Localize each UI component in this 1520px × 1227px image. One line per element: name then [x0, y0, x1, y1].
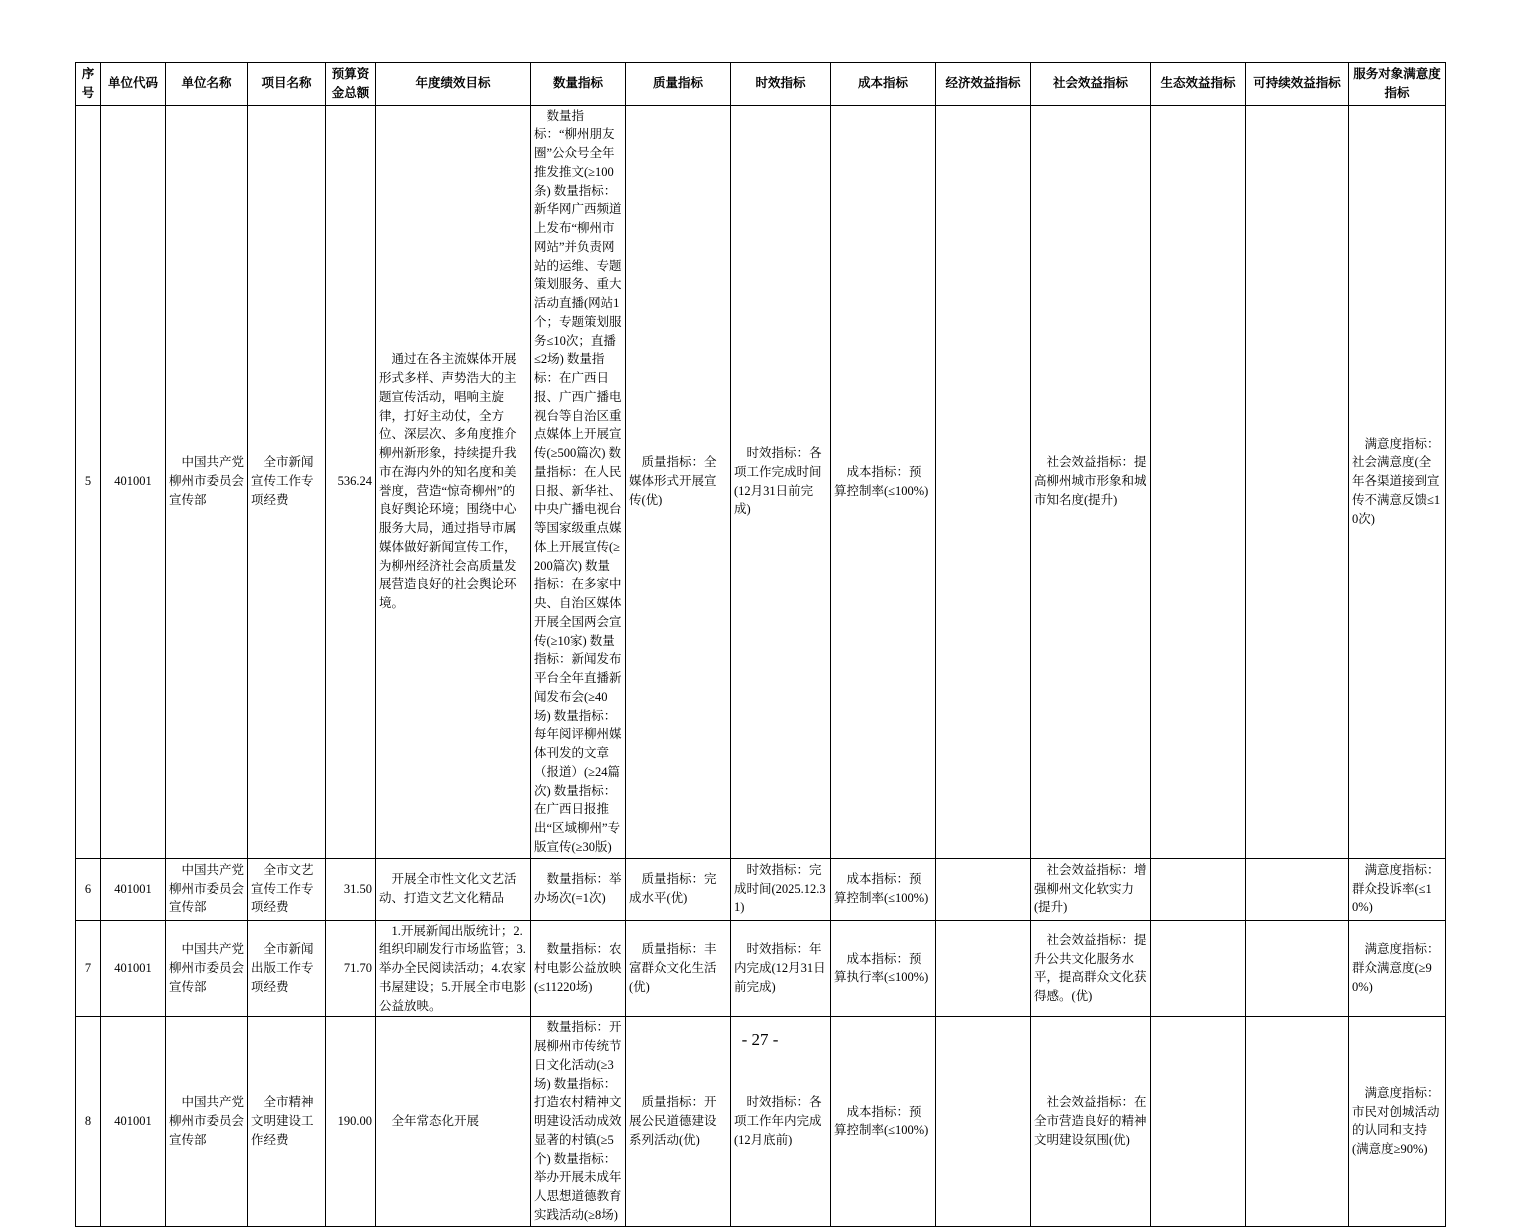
- col-header-sustainable: 可持续效益指标: [1246, 63, 1349, 106]
- cell-satisfaction: 满意度指标：群众满意度(≥90%): [1349, 920, 1446, 1017]
- cell-quality: 质量指标：完成水平(优): [626, 858, 731, 920]
- cell-cost: 成本指标：预算控制率(≤100%): [831, 858, 936, 920]
- col-header-quality: 质量指标: [626, 63, 731, 106]
- cell-timeliness: 时效指标：各项工作年内完成(12月底前): [731, 1017, 831, 1226]
- cell-satisfaction: 满意度指标：群众投诉率(≤10%): [1349, 858, 1446, 920]
- col-header-unit-code: 单位代码: [101, 63, 166, 106]
- cell-project-name: 全市文艺宣传工作专项经费: [248, 858, 326, 920]
- cell-unit-code: 401001: [101, 1017, 166, 1226]
- col-header-unit-name: 单位名称: [166, 63, 248, 106]
- cell-ecological: [1151, 858, 1246, 920]
- table-row: [76, 858, 1446, 920]
- cell-cost: 成本指标：预算控制率(≤100%): [831, 1017, 936, 1226]
- cell-quantity: 数量指标：“柳州朋友圈”公众号全年推发推文(≥100条) 数量指标：新华网广西频道上发布“柳州市网站”并负责网站的运维、专题策划服务、重大活动直播(网站1个；专题策划服务≤10次；直播≤2场) 数量指标：在广西日报、广西广播电视台等自治区重点媒体上开展宣传(≥500篇次) 数量指标：在人民日报、新华社、中央广播电视台等国家级重点媒体上开展宣传(≥200篇次) 数量指标：在多家中央、自治区媒体开展全国两会宣传(≥10家) 数量指标：新闻发布平台全年直播新闻发布会(≥40场) 数量指标：每年阅评柳州媒体刊发的文章（报道）(≥24篇次) 数量指标：在广西日报推出“区域柳州”专版宣传(≥30版): [531, 105, 626, 858]
- cell-satisfaction: 满意度指标：社会满意度(全年各渠道接到宣传不满意反馈≤10次): [1349, 105, 1446, 858]
- cell-economic: [936, 858, 1031, 920]
- cell-budget: 536.24: [326, 105, 376, 858]
- table-row: [76, 920, 1446, 1017]
- cell-project-name: 全市精神文明建设工作经费: [248, 1017, 326, 1226]
- cell-sustainable: [1246, 920, 1349, 1017]
- cell-budget: 31.50: [326, 858, 376, 920]
- cell-unit-code: 401001: [101, 105, 166, 858]
- budget-performance-table-page: [75, 62, 1446, 1227]
- page-number: - 27 -: [741, 1030, 779, 1049]
- cell-sustainable: [1246, 858, 1349, 920]
- cell-economic: [936, 920, 1031, 1017]
- header-row: [76, 63, 1446, 106]
- cell-ecological: [1151, 920, 1246, 1017]
- cell-timeliness: 时效指标：各项工作完成时间(12月31日前完成): [731, 105, 831, 858]
- col-header-timeliness: 时效指标: [731, 63, 831, 106]
- cell-unit-name: 中国共产党柳州市委员会宣传部: [166, 858, 248, 920]
- col-header-project-name: 项目名称: [248, 63, 326, 106]
- col-header-ecological: 生态效益指标: [1151, 63, 1246, 106]
- cell-quality: 质量指标：开展公民道德建设系列活动(优): [626, 1017, 731, 1226]
- cell-unit-code: 401001: [101, 858, 166, 920]
- cell-unit-name: 中国共产党柳州市委员会宣传部: [166, 1017, 248, 1226]
- cell-seq: 7: [76, 920, 101, 1017]
- cell-ecological: [1151, 105, 1246, 858]
- cell-unit-name: 中国共产党柳州市委员会宣传部: [166, 920, 248, 1017]
- cell-sustainable: [1246, 105, 1349, 858]
- col-header-annual-goal: 年度绩效目标: [376, 63, 531, 106]
- col-header-social: 社会效益指标: [1031, 63, 1151, 106]
- col-header-satisfaction: 服务对象满意度指标: [1349, 63, 1446, 106]
- cell-economic: [936, 105, 1031, 858]
- col-header-quantity: 数量指标: [531, 63, 626, 106]
- cell-project-name: 全市新闻出版工作专项经费: [248, 920, 326, 1017]
- cell-annual-goal: 全年常态化开展: [376, 1017, 531, 1226]
- cell-timeliness: 时效指标：完成时间(2025.12.31): [731, 858, 831, 920]
- cell-project-name: 全市新闻宣传工作专项经费: [248, 105, 326, 858]
- cell-social: 社会效益指标：提高柳州城市形象和城市知名度(提升): [1031, 105, 1151, 858]
- cell-budget: 71.70: [326, 920, 376, 1017]
- cell-unit-name: 中国共产党柳州市委员会宣传部: [166, 105, 248, 858]
- col-header-cost: 成本指标: [831, 63, 936, 106]
- cell-cost: 成本指标：预算控制率(≤100%): [831, 105, 936, 858]
- performance-indicator-table: [75, 62, 1446, 1227]
- table-row: [76, 105, 1446, 858]
- col-header-budget: 预算资金总额: [326, 63, 376, 106]
- cell-quality: 质量指标：全媒体形式开展宣传(优): [626, 105, 731, 858]
- cell-seq: 6: [76, 858, 101, 920]
- cell-cost: 成本指标：预算执行率(≤100%): [831, 920, 936, 1017]
- cell-timeliness: 时效指标：年内完成(12月31日前完成): [731, 920, 831, 1017]
- cell-quantity: 数量指标：开展柳州市传统节日文化活动(≥3场) 数量指标：打造农村精神文明建设活动成效显著的村镇(≥5个) 数量指标：举办开展未成年人思想道德教育实践活动(≥8场): [531, 1017, 626, 1226]
- cell-quantity: 数量指标：农村电影公益放映(≤11220场): [531, 920, 626, 1017]
- cell-satisfaction: 满意度指标：市民对创城活动的认同和支持(满意度≥90%): [1349, 1017, 1446, 1226]
- cell-budget: 190.00: [326, 1017, 376, 1226]
- cell-seq: 5: [76, 105, 101, 858]
- cell-quality: 质量指标：丰富群众文化生活(优): [626, 920, 731, 1017]
- cell-annual-goal: 通过在各主流媒体开展形式多样、声势浩大的主题宣传活动，唱响主旋律，打好主动仗，全方位、深层次、多角度推介柳州新形象，持续提升我市在海内外的知名度和美誉度，营造“惊奇柳州”的良好舆论环境；围绕中心服务大局，通过指导市属媒体做好新闻宣传工作，为柳州经济社会高质量发展营造良好的社会舆论环境。: [376, 105, 531, 858]
- cell-social: 社会效益指标：在全市营造良好的精神文明建设氛围(优): [1031, 1017, 1151, 1226]
- cell-annual-goal: 1.开展新闻出版统计；2.组织印刷发行市场监管；3.举办全民阅读活动；4.农家书屋建设；5.开展全市电影公益放映。: [376, 920, 531, 1017]
- col-header-economic: 经济效益指标: [936, 63, 1031, 106]
- cell-social: 社会效益指标：提升公共文化服务水平，提高群众文化获得感。(优): [1031, 920, 1151, 1017]
- cell-quantity: 数量指标：举办场次(=1次): [531, 858, 626, 920]
- cell-annual-goal: 开展全市性文化文艺活动、打造文艺文化精品: [376, 858, 531, 920]
- cell-seq: 8: [76, 1017, 101, 1226]
- cell-unit-code: 401001: [101, 920, 166, 1017]
- col-header-seq: 序号: [76, 63, 101, 106]
- cell-social: 社会效益指标：增强柳州文化软实力(提升): [1031, 858, 1151, 920]
